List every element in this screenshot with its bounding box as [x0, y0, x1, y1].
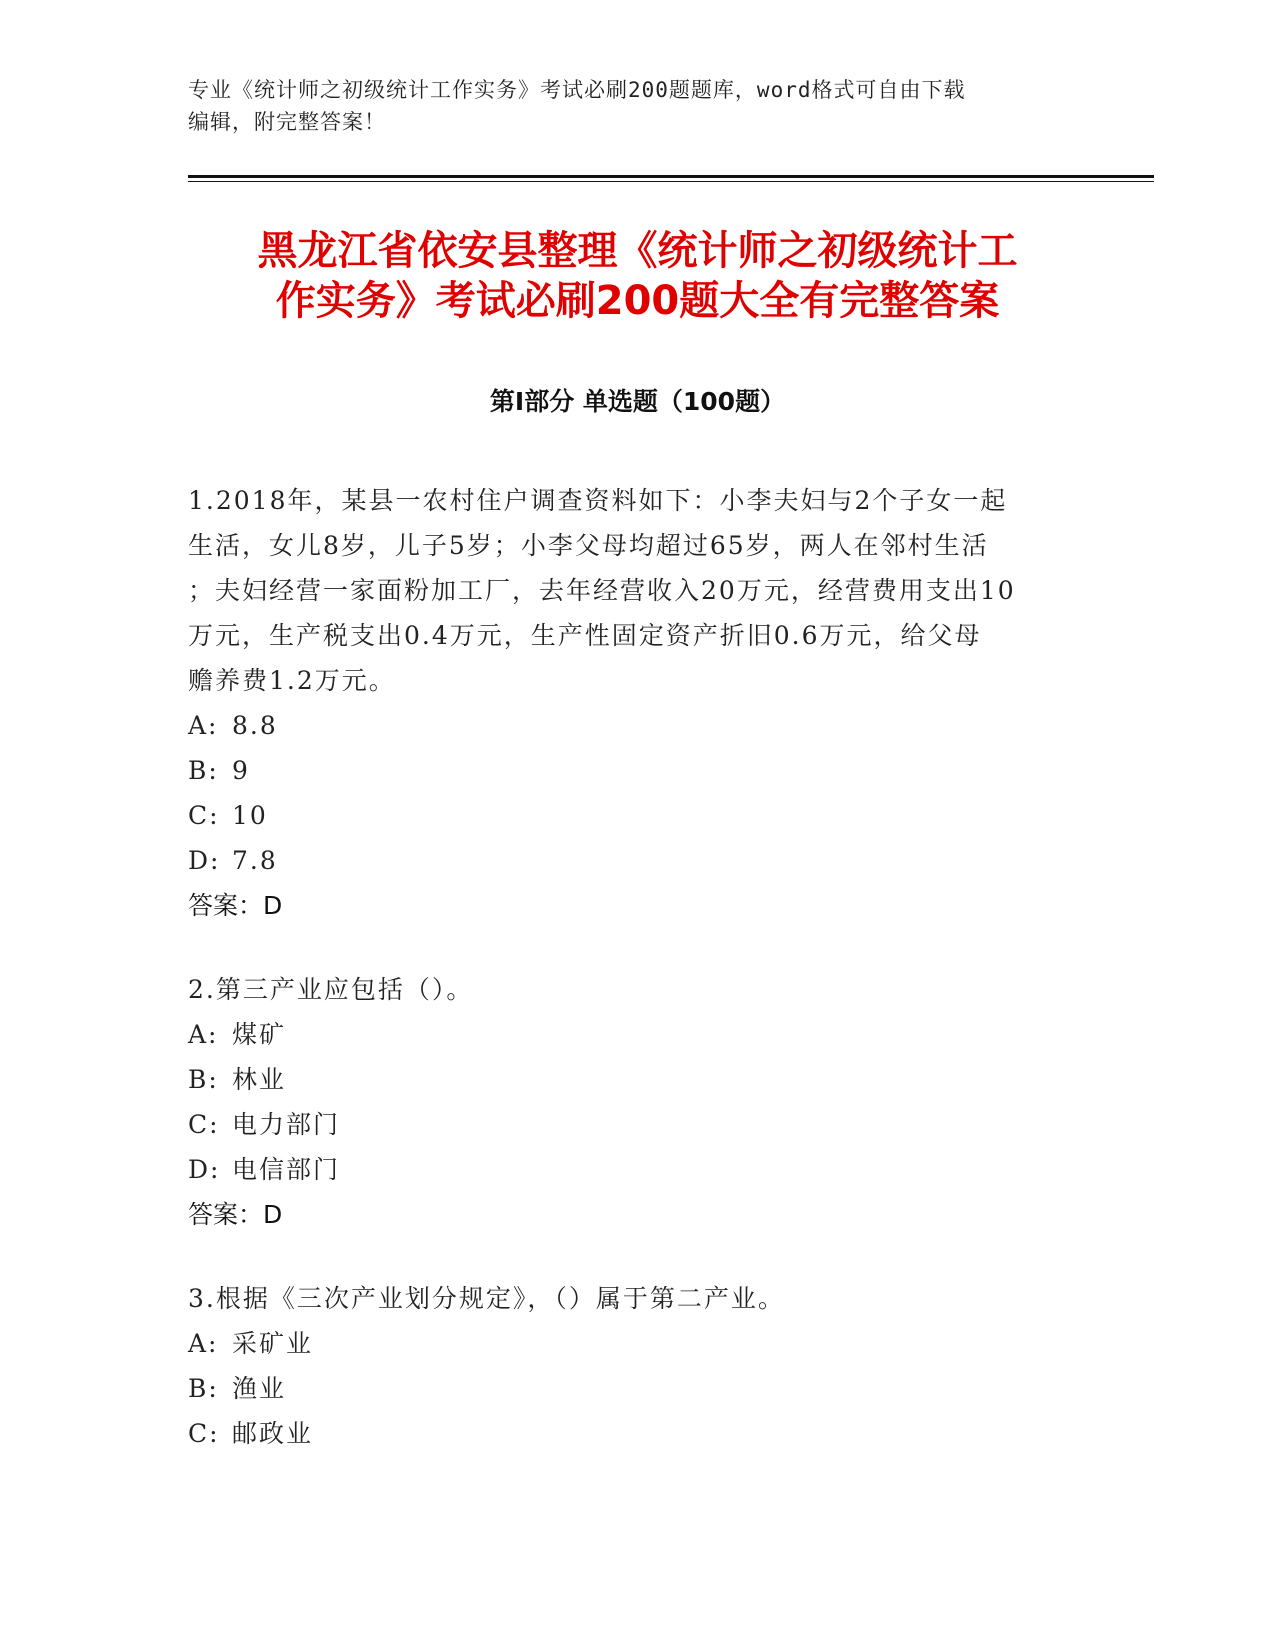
question-2-option-c [188, 1102, 1088, 1147]
option-text: 9 [232, 756, 250, 785]
question-1-answer: 答案：D [188, 891, 283, 920]
option-text: 煤矿 [232, 1020, 287, 1049]
section-title: 第Ⅰ部分 单选题（100题） [489, 387, 786, 416]
header-note [188, 74, 1088, 138]
question-2-option-b [188, 1057, 1088, 1102]
option-text: 采矿业 [232, 1329, 314, 1358]
option-text: 渔业 [232, 1374, 287, 1403]
question-2-answer: 答案：D [188, 1200, 283, 1229]
question-1-option-d [188, 838, 1088, 883]
header-note-line-1: 专业《统计师之初级统计工作实务》考试必刷200题题库，word格式可自由下载 [188, 78, 966, 102]
question-3-option-b [188, 1366, 1088, 1411]
option-letter: B: [188, 1065, 219, 1094]
option-letter: C: [188, 1110, 220, 1139]
question-text-line: 3.根据《三次产业划分规定》，（）属于第二产业。 [188, 1284, 785, 1313]
question-1-option-a [188, 703, 1088, 748]
document-title-line-1: 黑龙江省依安县整理《统计师之初级统计工 [257, 228, 1018, 274]
question-text-line: 万元，生产税支出0.4万元，生产性固定资产折旧0.6万元，给父母 [188, 621, 982, 650]
header-divider-thin [188, 181, 1154, 182]
question-text-line: ；夫妇经营一家面粉加工厂，去年经营收入20万元，经营费用支出10 [188, 576, 1016, 605]
question-text-line: 生活，女儿8岁，儿子5岁；小李父母均超过65岁，两人在邻村生活 [188, 531, 989, 560]
question-1-option-b [188, 748, 1088, 793]
option-letter: C: [188, 1419, 220, 1448]
document-title [150, 226, 1125, 326]
option-letter: C: [188, 801, 220, 830]
option-text: 邮政业 [232, 1419, 314, 1448]
header-divider-thick [188, 175, 1154, 178]
question-1-text [188, 478, 1088, 703]
option-letter: A: [188, 711, 219, 740]
question-2-option-d [188, 1147, 1088, 1192]
question-3-option-c [188, 1411, 1088, 1456]
header-note-line-2: 编辑，附完整答案！ [188, 110, 386, 134]
option-text: 电信部门 [232, 1155, 341, 1184]
option-letter: A: [188, 1329, 219, 1358]
option-letter: D: [188, 1155, 221, 1184]
question-2-text [188, 967, 1088, 1012]
question-text-line: 1.2018年，某县一农村住户调查资料如下：小李夫妇与2个子女一起 [188, 486, 1008, 515]
question-3 [188, 1276, 1088, 1456]
question-2-option-a [188, 1012, 1088, 1057]
question-2 [188, 967, 1088, 1237]
option-letter: B: [188, 756, 219, 785]
question-1 [188, 478, 1088, 928]
question-3-text [188, 1276, 1088, 1321]
option-text: 8.8 [232, 711, 278, 740]
document-title-line-2: 作实务》考试必刷200题大全有完整答案 [275, 278, 1000, 324]
question-list [188, 478, 1088, 1495]
question-text-line: 赡养费1.2万元。 [188, 666, 396, 695]
question-1-option-c [188, 793, 1088, 838]
option-text: 10 [232, 801, 268, 830]
question-text-line: 2.第三产业应包括（）。 [188, 975, 474, 1004]
option-letter: B: [188, 1374, 219, 1403]
option-text: 7.8 [232, 846, 278, 875]
option-letter: A: [188, 1020, 219, 1049]
option-letter: D: [188, 846, 221, 875]
question-3-option-a [188, 1321, 1088, 1366]
option-text: 电力部门 [232, 1110, 341, 1139]
option-text: 林业 [232, 1065, 287, 1094]
